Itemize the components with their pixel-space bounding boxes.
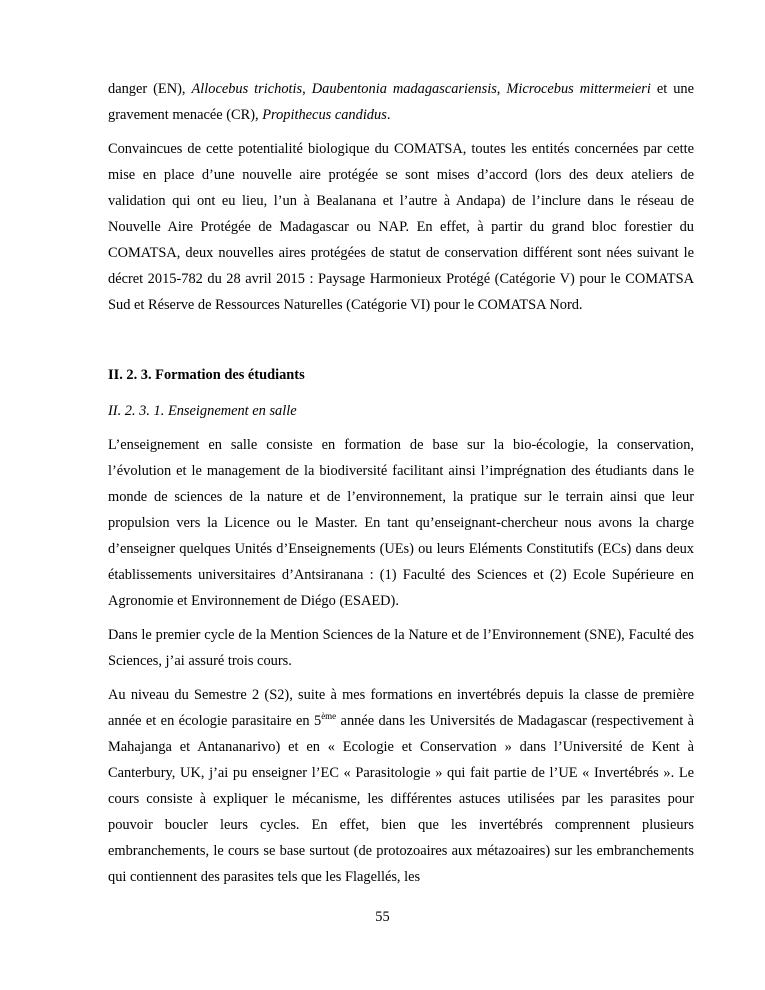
- species-name: Allocebus trichotis: [191, 81, 303, 97]
- paragraph-species-list: [108, 76, 694, 128]
- subsection-heading: II. 2. 3. 1. Enseignement en salle: [108, 403, 297, 419]
- page-number: 55: [375, 909, 390, 925]
- text-run: et une gravement menacée (CR),: [108, 81, 694, 123]
- page-content: [108, 76, 694, 890]
- paragraph-premier-cycle: Dans le premier cycle de la Mention Sciences de la Nature et de l’Environnement (SNE), Faculté des Sciences, j’ai assuré trois cours.: [108, 627, 694, 669]
- text-run: .: [386, 107, 391, 123]
- text-run: danger (EN),: [108, 81, 192, 97]
- text-run: année dans les Universités de Madagascar (respectivement à Mahajanga et Antananarivo) et en « Ecologie et Conservation » dans l’Université de Kent à Canterbury, UK, j’ai pu enseigner l’EC « Parasitologie » qui fait partie de l’UE « Invertébrés ». Le cours consiste à expliquer le mécanisme, les différentes astuces utilisées par les parasites pour pouvoir boucler leurs cycles. En effet, bien que les invertébrés comprennent plusieurs embranchements, le cours se base surtout (de protozoaires aux métazoaires) sur les embranchements qui contiennent des parasites tels que les Flagellés, les: [108, 713, 694, 885]
- text-run: Au niveau du Semestre 2 (S2), suite à mes formations en invertébrés depuis la classe de première année et en écologie parasitaire en 5: [108, 687, 694, 729]
- paragraph-comatsa: Convaincues de cette potentialité biologique du COMATSA, toutes les entités concernées par cette mise en place d’une nouvelle aire protégée se sont mises d’accord (lors des deux ateliers de validation qui ont eu lieu, l’un à Bealanana et l’autre à Andapa) de l’inclure dans le réseau de Nouvelle Aire Protégée de Madagascar ou NAP. En effet, à partir du grand bloc forestier du COMATSA, deux nouvelles aires protégées de statut de conservation différent sont nées suivant le décret 2015-782 du 28 avril 2015 : Paysage Harmonieux Protégé (Catégorie V) pour le COMATSA Sud et Réserve de Ressources Naturelles (Catégorie VI) pour le COMATSA Nord.: [108, 141, 694, 313]
- text-run: ,: [496, 81, 507, 97]
- section-heading: II. 2. 3. Formation des étudiants: [108, 367, 305, 383]
- species-name: Propithecus candidus: [262, 107, 387, 123]
- superscript: ème: [321, 711, 337, 721]
- paragraph-enseignement: L’enseignement en salle consiste en formation de base sur la bio-écologie, la conservation, l’évolution et le management de la biodiversité facilitant ainsi l’imprégnation des étudiants dans le monde de sciences de la nature et de l’environnement, la pratique sur le terrain ainsi que leur propulsion vers la Licence ou le Master. En tant qu’enseignant-chercheur nous avons la charge d’enseigner quelques Unités d’Enseignements (UEs) ou leurs Eléments Constitutifs (ECs) dans deux établissements universitaires d’Antsiranana : (1) Faculté des Sciences et (2) Ecole Supérieure en Agronomie et Environnement de Diégo (ESAED).: [108, 437, 694, 609]
- species-name: Daubentonia madagascariensis: [311, 81, 497, 97]
- paragraph-semestre-2: [108, 682, 694, 890]
- species-name: Microcebus mittermeieri: [506, 81, 651, 97]
- text-run: ,: [302, 81, 312, 97]
